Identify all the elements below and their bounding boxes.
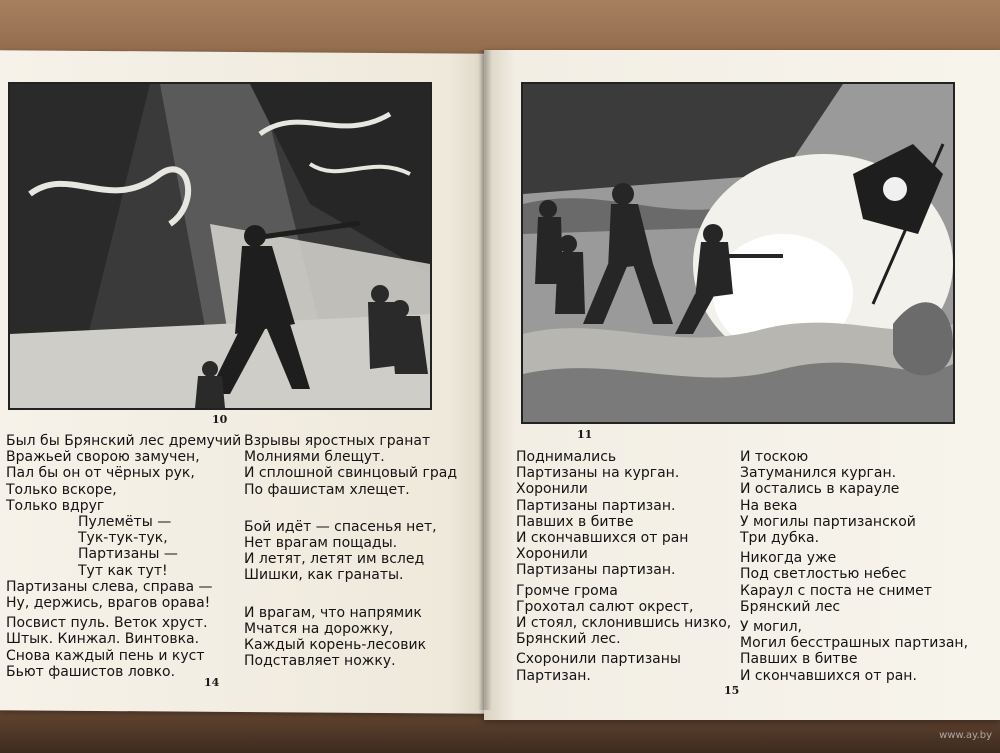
- poem-line: Поднимались: [516, 449, 617, 465]
- poem-line: Хоронили: [516, 546, 588, 563]
- right-poem-column-2: [740, 449, 968, 684]
- poem-line: Партизаны партизан.: [516, 562, 676, 579]
- poem-line: Схоронили партизаны: [516, 651, 681, 668]
- watermark: www.ay.by: [939, 730, 992, 741]
- poem-line: Вражьей сворою замучен,: [6, 449, 200, 466]
- illustration-number-right: 11: [577, 428, 593, 441]
- poem-line: Затуманился курган.: [740, 465, 897, 482]
- poem-line: Громче грома: [516, 582, 618, 599]
- poem-line: У могил,: [740, 619, 802, 636]
- poem-line: Ну, держись, врагов орава!: [6, 595, 211, 612]
- poem-line: И тоскою: [740, 449, 809, 465]
- poem-line: Партизаны на курган.: [516, 465, 680, 482]
- page-number-left: 14: [204, 676, 220, 689]
- poem-line: Тук-тук-тук,: [78, 530, 168, 547]
- poem-line: Павших в битве: [516, 513, 634, 530]
- right-poem-column-1: [516, 449, 731, 684]
- poem-line: Брянский лес.: [516, 631, 621, 648]
- page-number-right: 15: [724, 684, 740, 697]
- poem-line: Могил бесстрашных партизан,: [740, 635, 969, 652]
- book-gutter: [478, 50, 492, 710]
- illustration-partisan-charge: [521, 82, 955, 424]
- poem-line: Пулемёты —: [78, 514, 172, 531]
- poem-line: Взрывы яростных гранат: [244, 433, 431, 449]
- poem-line: Под светлостью небес: [740, 566, 907, 583]
- poem-line: Посвист пуль. Веток хруст.: [6, 615, 208, 632]
- poem-line: Никогда уже: [740, 550, 837, 567]
- poem-line: На века: [740, 497, 798, 514]
- partisan-charge-drawing: [523, 84, 953, 422]
- poem-line: Бьют фашистов ловко.: [6, 663, 176, 680]
- left-poem-column-1: [6, 433, 241, 680]
- poem-line: Брянский лес: [740, 598, 841, 615]
- poem-line: Бой идёт — спасенья нет,: [244, 518, 437, 535]
- poem-line: Партизаны слева, справа —: [6, 578, 213, 595]
- poem-line: Был бы Брянский лес дремучий: [6, 433, 242, 449]
- poem-line: Партизан.: [516, 667, 591, 684]
- poem-line: Хоронили: [516, 481, 588, 498]
- poem-line: Снова каждый пень и куст: [6, 647, 205, 664]
- poem-line: И сплошной свинцовый град: [244, 465, 458, 482]
- poem-line: Нет врагам пощады.: [244, 535, 398, 552]
- left-poem-column-2: [244, 433, 457, 669]
- poem-line: Грохотал салют окрест,: [516, 598, 694, 615]
- poem-line: Тут как тут!: [78, 562, 168, 579]
- illustration-number-left: 10: [212, 413, 228, 426]
- poem-line: Подставляет ножку.: [244, 653, 396, 670]
- poem-line: Молниями блещут.: [244, 449, 385, 466]
- poem-line: И летят, летят им вслед: [244, 551, 425, 568]
- illustration-forest-battle: [8, 82, 432, 410]
- poem-line: Караул с поста не снимет: [740, 582, 932, 599]
- poem-line: Штык. Кинжал. Винтовка.: [6, 631, 200, 648]
- poem-line: Партизаны партизан.: [516, 497, 676, 514]
- poem-line: И скончавшихся от ран.: [740, 667, 917, 684]
- poem-line: Пал бы он от чёрных рук,: [6, 465, 195, 482]
- forest-battle-drawing: [10, 84, 430, 408]
- poem-line: И врагам, что напрямик: [244, 604, 422, 621]
- poem-line: Павших в битве: [740, 651, 858, 668]
- poem-line: Три дубка.: [740, 530, 820, 547]
- poem-line: Шишки, как гранаты.: [244, 567, 404, 584]
- poem-line: У могилы партизанской: [740, 513, 916, 530]
- poem-line: И остались в карауле: [740, 481, 900, 498]
- poem-line: Мчатся на дорожку,: [244, 620, 394, 637]
- poem-line: Только вдруг: [6, 497, 105, 514]
- poem-line: Каждый корень-лесовик: [244, 637, 427, 654]
- poem-line: И стоял, склонившись низко,: [516, 615, 732, 632]
- poem-line: И скончавшихся от ран: [516, 530, 689, 547]
- poem-line: Партизаны —: [78, 546, 178, 563]
- poem-line: По фашистам хлещет.: [244, 481, 410, 498]
- poem-line: Только вскоре,: [6, 481, 117, 498]
